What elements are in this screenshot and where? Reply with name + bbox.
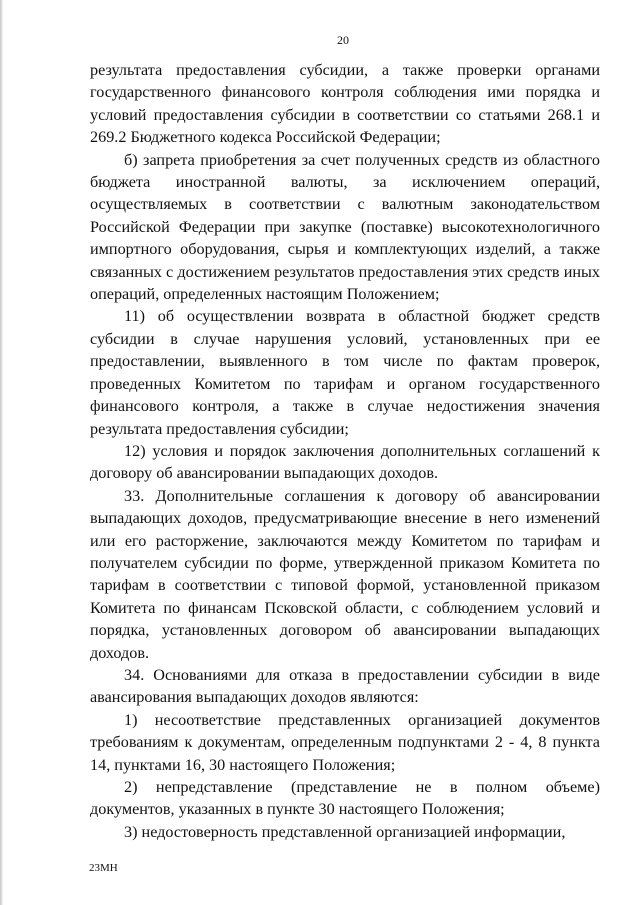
paragraph-refusal-reason-2: 2) непредставление (представление не в полном объеме) документов, указанных в пункте 30 настоящего Положения; [90,778,600,819]
document-body [90,59,600,843]
footer-document-code: 23МН [89,862,118,874]
page-edge [0,0,3,905]
paragraph-item-12-supplementary-agreements: 12) условия и порядок заключения дополнительных соглашений к договору об авансировании выпадающих доходов. [90,441,600,483]
paragraph-item-11-refund: 11) об осуществлении возврата в областной бюджет средств субсидии в случае нарушения условий, установленных при ее предоставлении, выявленного в том числе по фактам проверок, проведенных Комитетом по тарифам и органом государственного финансового контроля, а также в случае недостижения значения результата предоставления субсидии; [90,307,600,438]
paragraph-result-verification: результата предоставления субсидии, а также проверки органами государственного финансового контроля соблюдения ими порядка и условий предоставления субсидии в соответствии со статьями 268.1 и 269.2 Бюджетного кодекса Российской Федерации; [90,61,600,147]
paragraph-refusal-reason-1: 1) несоответствие представленных организацией документов требованиям к документам, определенным подпунктами 2 - 4, 8 пункта 14, пунктами 16, 30 настоящего Положения; [90,710,600,774]
page-number: 20 [337,33,349,47]
paragraph-item-b-currency-ban: б) запрета приобретения за счет полученных средств из областного бюджета иностранной валюты, за исключением операций, осуществляемых в соответствии с валютным законодательством Российской Федерации при закупке (поставке) высокотехнологичного импортного оборудования, сырья и комплектующих изделий, а также связанных с достижением результатов предоставления этих средств иных операций, определенных настоящим Положением; [90,150,600,304]
paragraph-refusal-reason-3: 3) недостоверность представленной организацией информации, [124,822,566,841]
paragraph-section-34: 34. Основаниями для отказа в предоставлении субсидии в виде авансирования выпадающих доходов являются: [90,665,600,707]
paragraph-section-33: 33. Дополнительные соглашения к договору об авансировании выпадающих доходов, предусматривающие внесение в него изменений или его расторжение, заключаются между Комитетом по тарифам и получателем субсидии по форме, утвержденной приказом Комитета по тарифам в соответствии с типовой формой, установленной приказом Комитета по финансам Псковской области, с соблюдением условий и порядка, установленных договором об авансировании выпадающих доходов. [90,486,600,662]
